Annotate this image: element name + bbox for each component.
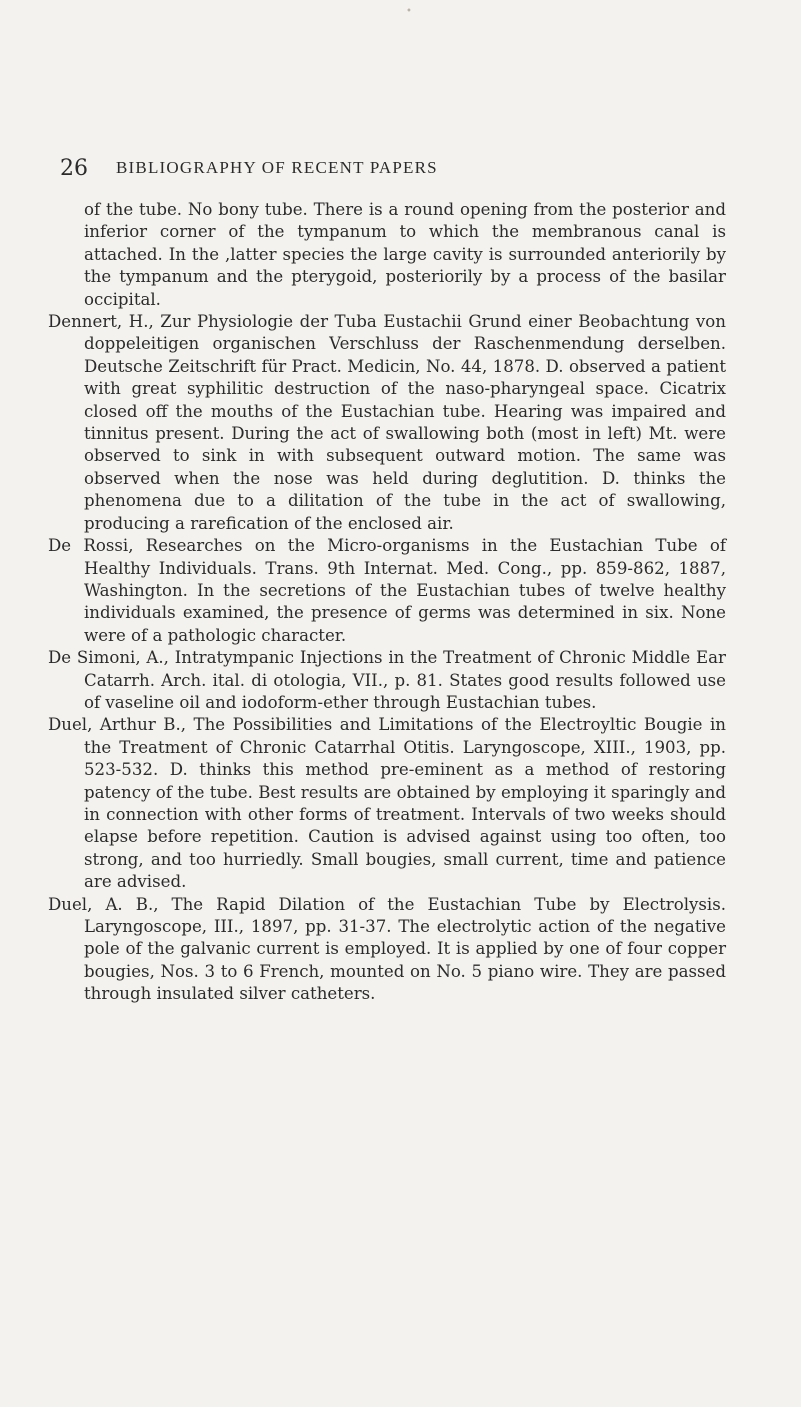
page-header bbox=[60, 156, 740, 186]
bibliography-entry-duel-ab: Duel, A. B., The Rapid Dilation of the Eustachian Tube by Electrolysis. Laryngoscope, III., 1897, pp. 31-37. The electrolytic action of the negative pole of the galvanic current is employed. It is applied by one of four copper bougies, Nos. 3 to 6 French, mounted on No. 5 piano wire. They are passed through insulated silver catheters. bbox=[48, 894, 726, 1004]
page-number: 26 bbox=[60, 156, 88, 181]
scan-speck: • bbox=[406, 6, 412, 17]
continued-entry-text: of the tube. No bony tube. There is a round opening from the posterior and inferior corner of the tympanum to which the membranous canal is attached. In the ,latter species the large cavity is surrounded anteriorily by the tympanum and the pterygoid, posteriorily by a process of the basilar occipital. bbox=[84, 200, 726, 309]
bibliography-entry-de-rossi: De Rossi, Researches on the Micro-organisms in the Eustachian Tube of Healthy Individuals. Trans. 9th Internat. Med. Cong., pp. 859-862, 1887, Washington. In the secretions of the Eustachian tubes of twelve healthy individuals examined, the presence of germs was determined in six. None were of a pathologic character. bbox=[48, 536, 726, 645]
bibliography-body bbox=[48, 199, 726, 1006]
bibliography-entry-duel-arthur: Duel, Arthur B., The Possibilities and Limitations of the Electroyltic Bougie in the Treatment of Chronic Catarrhal Otitis. Laryngoscope, XIII., 1903, pp. 523-532. D. thinks this method pre-eminent as a method of restoring patency of the tube. Best results are obtained by employing it sparingly and in connection with other forms of treatment. Intervals of two weeks should elapse before repetition. Caution is advised against using too often, too strong, and too hurriedly. Small bougies, small current, time and patience are advised. bbox=[48, 715, 726, 892]
bibliography-entry-dennert: Dennert, H., Zur Physiologie der Tuba Eustachii Grund einer Beobachtung von doppeleitigen organischen Verschluss der Raschenmendung derselben. Deutsche Zeitschrift für Pract. Medicin, No. 44, 1878. D. observed a patient with great syphilitic destruction of the naso-pharyngeal space. Cicatrix closed off the mouths of the Eustachian tube. Hearing was impaired and tinnitus present. During the act of swallowing both (most in left) Mt. were observed to sink in with subsequent outward motion. The same was observed when the nose was held during deglutition. D. thinks the phenomena due to a dilitation of the tube in the act of swallowing, producing a rarefication of the enclosed air. bbox=[48, 312, 726, 533]
bibliography-entry-de-simoni: De Simoni, A., Intratympanic Injections in the Treatment of Chronic Middle Ear Catarrh. Arch. ital. di otologia, VII., p. 81. States good results followed use of vaseline oil and iodoform-ether through Eustachian tubes. bbox=[48, 648, 726, 712]
running-head: BIBLIOGRAPHY OF RECENT PAPERS bbox=[116, 158, 438, 177]
